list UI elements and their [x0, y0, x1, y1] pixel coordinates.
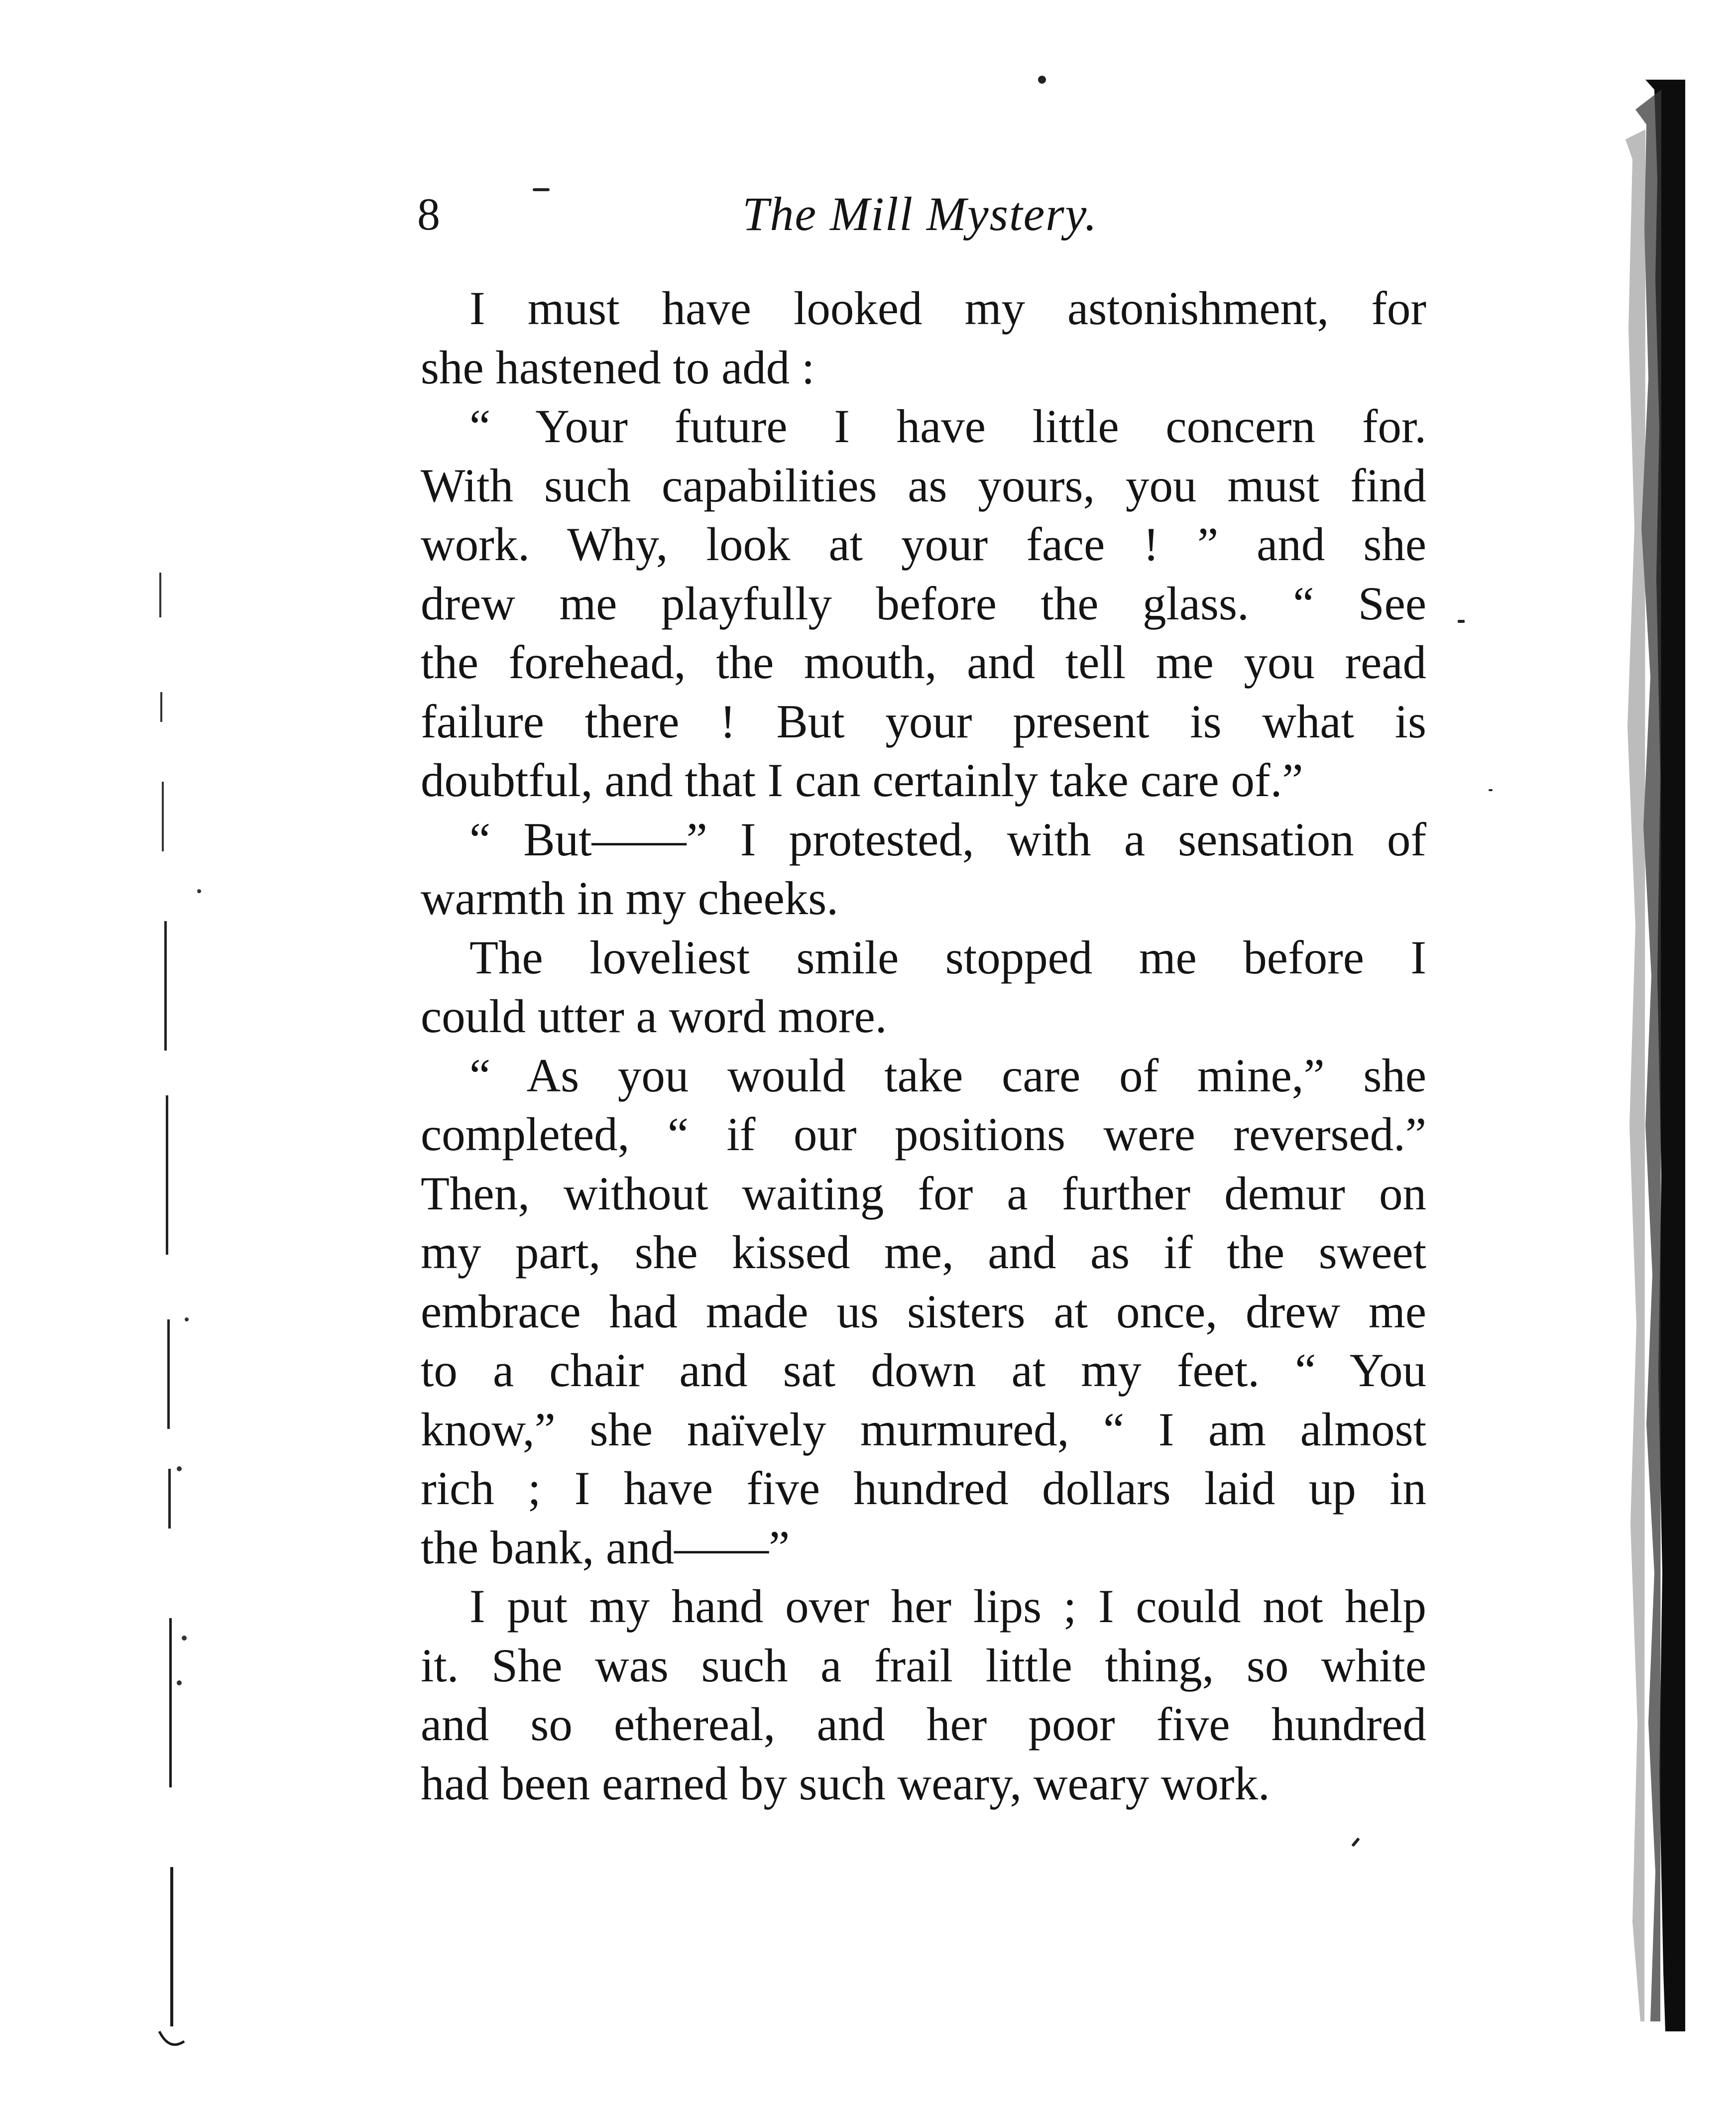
text-line: to a chair and sat down at my feet. “ You — [421, 1344, 1426, 1397]
text-line: With such capabilities as yours, you must find — [421, 459, 1426, 512]
scan-speck — [533, 188, 550, 191]
text-line: Then, without waiting for a further demur on — [421, 1167, 1426, 1220]
text-line: doubtful, and that I can certainly take care of.” — [421, 754, 1303, 807]
scan-binding-edge — [1616, 80, 1685, 2031]
text-line: “ But——” I protested, with a sensation of — [469, 813, 1426, 866]
running-title: The Mill Mystery. — [742, 187, 1098, 240]
text-line: “ As you would take care of mine,” she — [469, 1049, 1426, 1102]
running-head — [417, 182, 1423, 246]
text-line: the forehead, the mouth, and tell me you read — [421, 636, 1426, 689]
scan-speck — [1458, 620, 1465, 623]
text-line: drew me playfully before the glass. “ See — [421, 577, 1426, 630]
scan-speck — [1038, 76, 1046, 84]
text-line: embrace had made us sisters at once, drew me — [421, 1285, 1426, 1338]
scan-speck — [1351, 1837, 1360, 1847]
text-line: had been earned by such weary, weary work. — [421, 1757, 1270, 1810]
text-line: I put my hand over her lips ; I could not help — [469, 1580, 1426, 1633]
scan-left-margin-marks — [149, 573, 229, 2056]
text-line: The loveliest smile stopped me before I — [469, 931, 1426, 984]
scan-speck — [1489, 789, 1493, 791]
page-number: 8 — [417, 189, 440, 239]
text-line: I must have looked my astonishment, for — [469, 282, 1426, 335]
text-line: my part, she kissed me, and as if the sweet — [421, 1226, 1426, 1279]
text-line: know,” she naïvely murmured, “ I am almost — [421, 1403, 1426, 1456]
text-line: the bank, and——” — [421, 1521, 790, 1574]
body-text — [421, 279, 1426, 1813]
text-line: “ Your future I have little concern for. — [469, 400, 1426, 453]
text-line: rich ; I have five hundred dollars laid up in — [421, 1462, 1426, 1515]
text-line: warmth in my cheeks. — [421, 872, 838, 925]
text-line: could utter a word more. — [421, 990, 887, 1043]
text-line: failure there ! But your present is what is — [421, 695, 1426, 748]
text-line: and so ethereal, and her poor five hundred — [421, 1698, 1426, 1751]
text-line: completed, “ if our positions were reversed.” — [421, 1108, 1426, 1161]
text-line: work. Why, look at your face ! ” and she — [421, 518, 1426, 571]
text-line: she hastened to add : — [421, 341, 815, 394]
text-line: it. She was such a frail little thing, so white — [421, 1639, 1426, 1692]
